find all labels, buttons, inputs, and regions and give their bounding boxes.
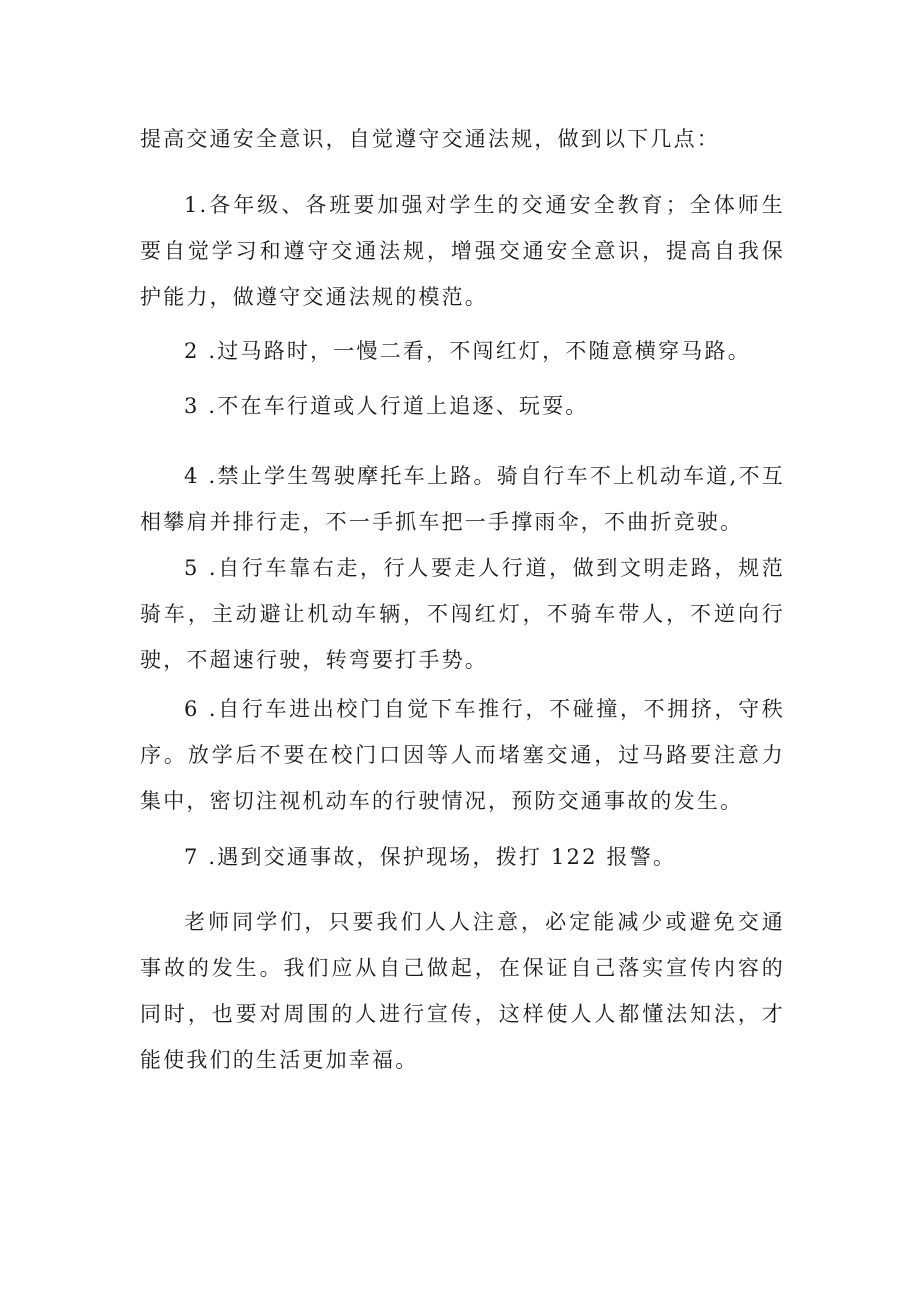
- closing-paragraph: 老师同学们，只要我们人人注意，必定能减少或避免交通事故的发生。我们应从自己做起，在保证自己落实宣传内容的同时，也要对周围的人进行宣传，这样使人人都懂法知法，才能使我们的生活更加幸福。: [140, 910, 785, 1072]
- list-item-4: 4 .禁止学生驾驶摩托车上路。骑自行车不上机动车道,不互相攀肩并排行走，不一手抓车把一手撑雨伞，不曲折竞驶。: [140, 464, 785, 534]
- list-item-2: 2 .过马路时，一慢二看，不闯红灯，不随意横穿马路。: [184, 339, 751, 363]
- list-item-5: 5 .自行车靠右走，行人要走人行道，做到文明走路，规范骑车，主动避让机动车辆，不闯红灯，不骑车带人，不逆向行驶，不超速行驶，转弯要打手势。: [140, 556, 785, 672]
- list-item-3: 3 .不在车行道或人行道上追逐、玩耍。: [184, 394, 589, 418]
- intro-paragraph: 提高交通安全意识，自觉遵守交通法规，做到以下几点：: [140, 127, 720, 151]
- list-item-7: 7 .遇到交通事故，保护现场，拨打 122 报警。: [184, 845, 677, 869]
- list-item-1: 1.各年级、各班要加强对学生的交通安全教育；全体师生要自觉学习和遵守交通法规，增强交通安全意识，提高自我保护能力，做遵守交通法规的模范。: [140, 193, 785, 309]
- list-item-6: 6 .自行车进出校门自觉下车推行，不碰撞，不拥挤，守秩序。放学后不要在校门口因等人而堵塞交通，过马路要注意力集中，密切注视机动车的行驶情况，预防交通事故的发生。: [140, 697, 785, 813]
